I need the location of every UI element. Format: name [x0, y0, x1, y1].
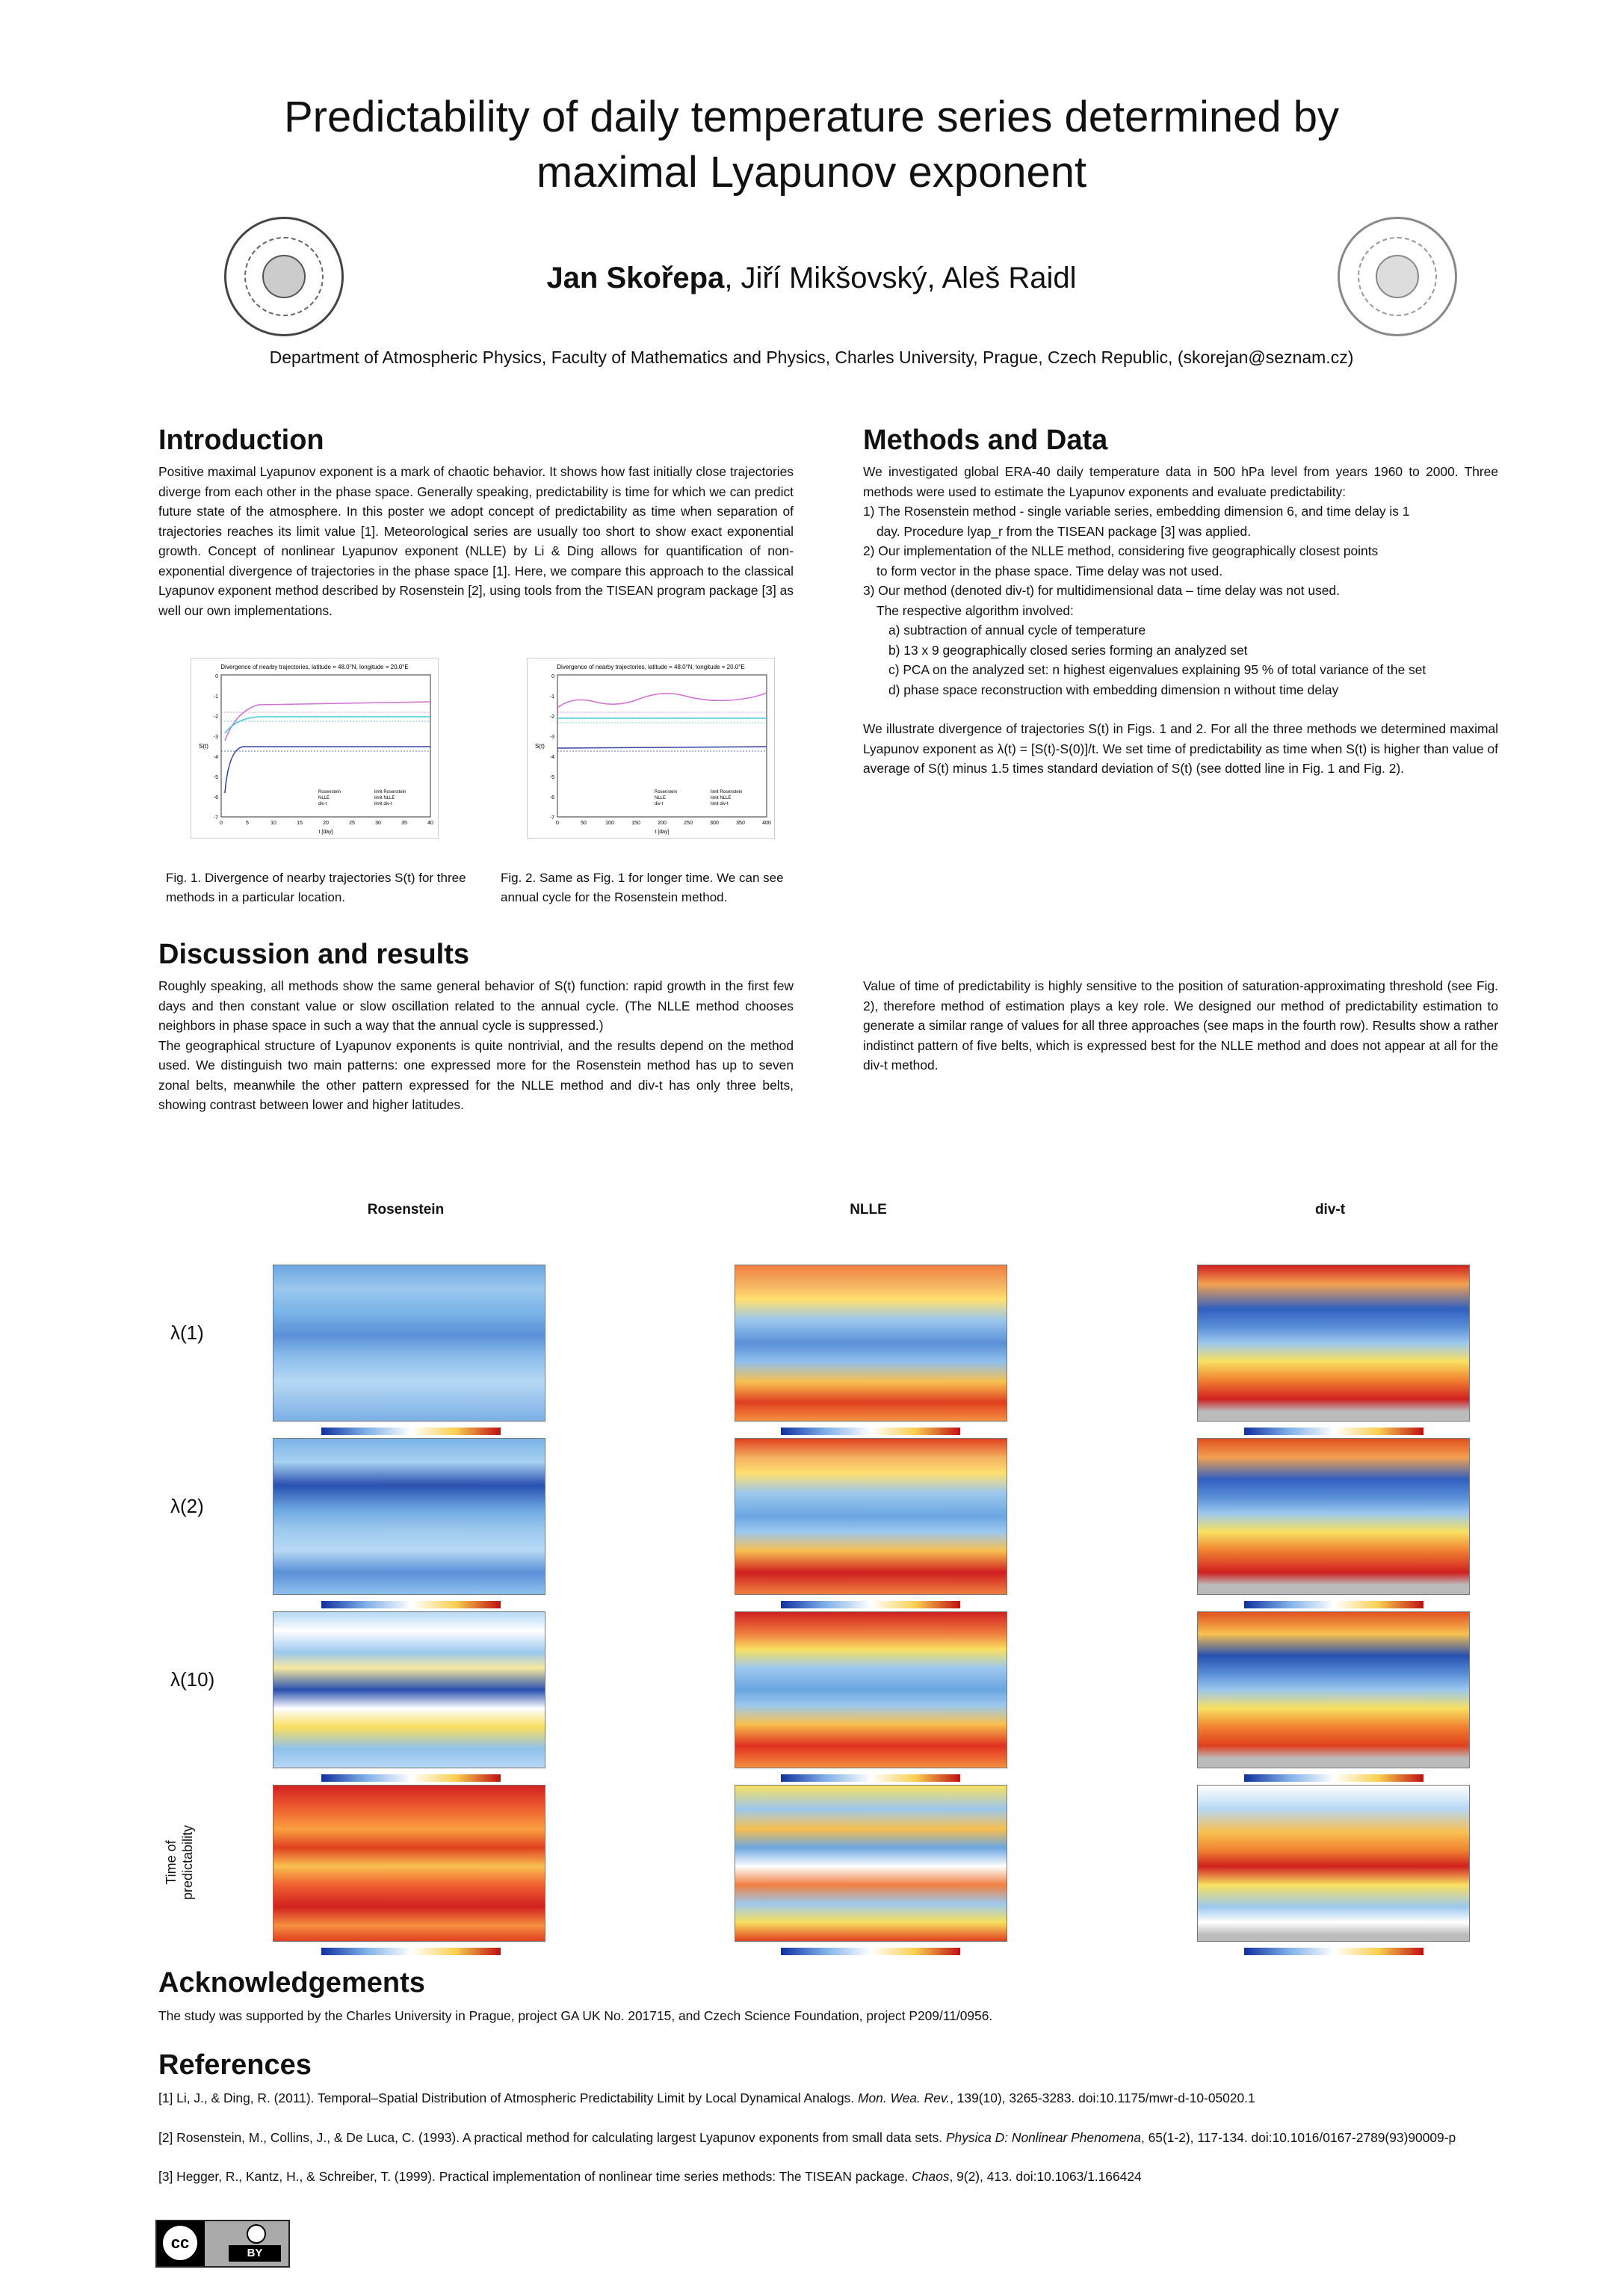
- acknowledgements-heading: Acknowledgements: [158, 1967, 425, 1999]
- svg-text:15: 15: [297, 821, 303, 826]
- svg-text:0: 0: [215, 674, 218, 679]
- intro-heading: Introduction: [158, 425, 324, 456]
- co-authors: , Jiří Mikšovský, Aleš Raidl: [724, 262, 1077, 294]
- map-nlle-lambda1: [735, 1265, 1007, 1422]
- svg-text:-2: -2: [213, 715, 218, 720]
- svg-text:-2: -2: [549, 715, 554, 720]
- svg-text:-1: -1: [549, 694, 554, 700]
- svg-text:30: 30: [375, 821, 381, 826]
- svg-text:-1: -1: [213, 694, 218, 700]
- svg-text:-5: -5: [549, 775, 554, 780]
- svg-text:limit NLLE: limit NLLE: [374, 796, 395, 800]
- discussion-left: [158, 976, 794, 1115]
- svg-text:-6: -6: [213, 795, 218, 800]
- references-heading: References: [158, 2049, 312, 2081]
- colorbar-rosenstein-lambda1: [321, 1428, 501, 1435]
- svg-text:25: 25: [349, 821, 355, 826]
- svg-text:-4: -4: [549, 755, 554, 760]
- step-b: b) 13 x 9 geographically closed series forming an analyzed set: [888, 642, 1248, 658]
- svg-text:-4: -4: [213, 755, 218, 760]
- poster-title: [149, 90, 1474, 200]
- step-d: d) phase space reconstruction with embedding dimension n without time delay: [888, 682, 1339, 697]
- fig2-ylabel: S(t): [535, 743, 545, 750]
- fig1-yticks: [214, 674, 218, 821]
- map-nlle-predictability: [735, 1785, 1007, 1942]
- fig1-divt-line: [225, 747, 430, 793]
- map-rosenstein-lambda1: [273, 1265, 545, 1422]
- svg-text:NLLE: NLLE: [318, 796, 330, 800]
- map-rosenstein-predictability: [273, 1785, 545, 1942]
- intro-text: Positive maximal Lyapunov exponent is a mark of chaotic behavior. It shows how fast initially close trajectories diverge from each other in the phase space. Generally speaking, predictability is time for which we can predict future state of the atmosphere. In this poster we adopt concept of predictability as time when separation of trajectories reaches its limit value [1]. Meteorological series are usually too short to show exact exponential growth. Concept of nonlinear Lyapunov exponent (NLLE) by Li & Ding allows for quantification of non-exponential divergence of trajectories in the phase space [1]. Here, we compare this approach to the classical Lyapunov exponent method described by Rosenstein [2], using tools from the TISEAN program package [3] as well our own implementations.: [158, 464, 794, 618]
- colorbar-nlle-lambda1: [781, 1428, 960, 1435]
- figure-1: [191, 658, 439, 839]
- fig1-xticks: [220, 821, 433, 826]
- svg-text:limit Rosenstein: limit Rosenstein: [711, 790, 743, 794]
- colorbar-nlle-lambda10: [781, 1774, 960, 1782]
- map-rosenstein-lambda10: [273, 1611, 545, 1768]
- svg-text:150: 150: [631, 821, 640, 826]
- map-divt-predictability: [1197, 1785, 1470, 1942]
- svg-text:NLLE: NLLE: [655, 796, 667, 800]
- fig1-nlle-line: [225, 717, 430, 733]
- colorbar-rosenstein-lambda10: [321, 1774, 501, 1782]
- method-2b: to form vector in the phase space. Time delay was not used.: [877, 563, 1223, 578]
- svg-text:div-t: div-t: [318, 802, 327, 806]
- reference-3: [3] Hegger, R., Kantz, H., & Schreiber, T. (1999). Practical implementation of nonlinear time series methods: The TISEAN package. Chaos, 9(2), 413. doi:10.1063/1.166424: [158, 2169, 1142, 2184]
- colorbar-nlle-lambda2: [781, 1601, 960, 1608]
- colorbar-divt-lambda1: [1244, 1428, 1423, 1435]
- svg-text:100: 100: [605, 821, 614, 826]
- fig1-legend: [318, 790, 406, 806]
- reference-2: [2] Rosenstein, M., Collins, J., & De Luca, C. (1993). A practical method for calculating largest Lyapunov exponents from small data sets. Physica D: Nonlinear Phenomena, 65(1-2), 117-134. doi:10.1016/0167-2789(93)90009-p: [158, 2129, 1456, 2145]
- by-label: BY: [229, 2245, 281, 2262]
- svg-text:0: 0: [551, 674, 554, 679]
- map-divt-lambda2: [1197, 1438, 1470, 1595]
- authors: [299, 262, 1324, 295]
- svg-text:limit div-t: limit div-t: [711, 802, 729, 806]
- colorbar-rosenstein-lambda2: [321, 1601, 501, 1608]
- fig2-xticks: [556, 821, 771, 826]
- methods-text: [863, 462, 1498, 779]
- method-3b: The respective algorithm involved:: [877, 602, 1074, 618]
- column-rosenstein: Rosenstein: [367, 1202, 445, 1218]
- method-3a: 3) Our method (denoted div-t) for multidimensional data – time delay was not used.: [863, 583, 1340, 598]
- svg-text:250: 250: [684, 821, 693, 826]
- column-divt: div-t: [1314, 1202, 1346, 1218]
- svg-text:20: 20: [323, 821, 329, 826]
- map-rosenstein-lambda2: [273, 1438, 545, 1595]
- svg-text:Rosenstein: Rosenstein: [655, 790, 678, 794]
- methods-para2: We illustrate divergence of trajectories S(t) in Figs. 1 and 2. For all the three methods we determined maximal Lyapunov exponent as λ(t) = [S(t)-S(0)]/t. We set time of predictability as time when S(t) is higher than value of average of S(t) minus 1.5 times standard deviation of S(t) (see dotted line in Fig. 1 and Fig. 2).: [863, 721, 1498, 776]
- map-nlle-lambda2: [735, 1438, 1007, 1595]
- affiliation: Department of Atmospheric Physics, Faculty of Mathematics and Physics, Charles University, Prague, Czech Republic, (skorejan@seznam.cz): [269, 348, 1354, 367]
- method-1b: day. Procedure lyap_r from the TISEAN package [3] was applied.: [877, 523, 1252, 539]
- svg-text:35: 35: [401, 821, 407, 826]
- figure-1-caption: Fig. 1. Divergence of nearby trajectories S(t) for three methods in a particular location.: [166, 871, 466, 904]
- row-lambda-1: λ(1): [170, 1321, 204, 1344]
- attribution-icon: [247, 2224, 266, 2244]
- svg-text:350: 350: [736, 821, 745, 826]
- reference-1: [1] Li, J., & Ding, R. (2011). Temporal–Spatial Distribution of Atmospheric Predictability Limit by Local Dynamical Analogs. Mon. Wea. Rev., 139(10), 3265-3283. doi:10.1175/mwr-d-10-05020.1: [158, 2090, 1255, 2105]
- svg-text:-5: -5: [213, 775, 218, 780]
- svg-text:10: 10: [270, 821, 276, 826]
- fig2-legend: [655, 790, 742, 806]
- svg-text:5: 5: [246, 821, 249, 826]
- title-line-1: Predictability of daily temperature series determined by: [284, 93, 1339, 141]
- colorbar-divt-lambda2: [1244, 1601, 1423, 1608]
- svg-text:-3: -3: [213, 735, 218, 740]
- references-list: [158, 2088, 1518, 2206]
- fig1-rosenstein-line: [225, 702, 430, 741]
- discussion-heading: Discussion and results: [158, 939, 470, 970]
- colorbar-nlle-predictability: [781, 1948, 960, 1955]
- svg-text:200: 200: [658, 821, 667, 826]
- discussion-right: Value of time of predictability is highly sensitive to the position of saturation-approximating threshold (see Fig. 2), therefore method of estimation plays a key role. We designed our method of predictability estimation to generate a similar range of values for all three approaches (see maps in the fourth row). Results show a rather indistinct pattern of five belts, which is expressed best for the NLLE method and does not appear at all for the div-t method.: [863, 978, 1498, 1073]
- discussion-left-2: The geographical structure of Lyapunov exponents is quite nontrivial, and the results depend on the method used. We distinguish two main patterns: one expressed more for the Rosenstein method has up to seven zonal belts, meanwhile the other pattern expressed for the NLLE method and div-t has only three belts, showing contrast between lower and higher latitudes.: [158, 1037, 794, 1112]
- method-2a: 2) Our implementation of the NLLE method, considering five geographically closest points: [863, 543, 1379, 558]
- fig2-rosenstein-line: [557, 693, 767, 708]
- svg-text:0: 0: [556, 821, 559, 826]
- svg-text:-6: -6: [549, 795, 554, 800]
- method-1a: 1) The Rosenstein method - single variable series, embedding dimension 6, and time delay is 1: [863, 504, 1410, 519]
- map-divt-lambda10: [1197, 1611, 1470, 1768]
- row-time-of-predictability: Time of predictability: [164, 1824, 195, 1901]
- svg-text:Rosenstein: Rosenstein: [318, 790, 341, 794]
- figure-2: [527, 658, 775, 839]
- svg-text:limit NLLE: limit NLLE: [711, 796, 732, 800]
- fig2-title: Divergence of nearby trajectories, latitude = 48.0°N, longitude = 20.0°E: [557, 664, 745, 670]
- main-author: Jan Skořepa: [546, 262, 725, 294]
- column-nlle: NLLE: [850, 1202, 887, 1218]
- fig1-xlabel: t [day]: [318, 830, 333, 835]
- svg-text:-3: -3: [549, 735, 554, 740]
- step-a: a) subtraction of annual cycle of temperature: [888, 623, 1146, 638]
- fig2-divt-line: [557, 747, 767, 748]
- map-nlle-lambda10: [735, 1611, 1007, 1768]
- colorbar-divt-predictability: [1244, 1948, 1423, 1955]
- step-c: c) PCA on the analyzed set: n highest eigenvalues explaining 95 % of total variance of the set: [888, 662, 1426, 677]
- svg-text:div-t: div-t: [655, 802, 664, 806]
- svg-text:40: 40: [427, 821, 433, 826]
- svg-text:limit div-t: limit div-t: [374, 802, 392, 806]
- title-line-2: maximal Lyapunov exponent: [536, 148, 1087, 197]
- cc-icon: cc: [163, 2226, 197, 2260]
- figure-2-caption: Fig. 2. Same as Fig. 1 for longer time. We can see annual cycle for the Rosenstein method.: [501, 871, 784, 904]
- svg-text:400: 400: [762, 821, 771, 826]
- colorbar-divt-lambda10: [1244, 1774, 1423, 1782]
- colorbar-rosenstein-predictability: [321, 1948, 501, 1955]
- row-lambda-10: λ(10): [170, 1668, 215, 1691]
- row-lambda-2: λ(2): [170, 1495, 204, 1517]
- fig2-xlabel: t [day]: [655, 830, 670, 835]
- acknowledgements-text: The study was supported by the Charles University in Prague, project GA UK No. 201715, and Czech Science Foundation, project P209/11/0956.: [158, 2008, 993, 2023]
- fig2-yticks: [550, 674, 554, 821]
- methods-intro: We investigated global ERA-40 daily temperature data in 500 hPa level from years 1960 to 2000. Three methods were used to estimate the Lyapunov exponents and evaluate predictability:: [863, 464, 1498, 499]
- svg-text:300: 300: [710, 821, 719, 826]
- svg-text:50: 50: [581, 821, 587, 826]
- svg-text:limit Rosenstein: limit Rosenstein: [374, 790, 406, 794]
- map-divt-lambda1: [1197, 1265, 1470, 1422]
- discussion-left-1: Roughly speaking, all methods show the same general behavior of S(t) function: rapid growth in the first few days and then constant value or slow oscillation related to the annual cycle. (The NLLE method chooses neighbors in phase space in such a way that the annual cycle is suppressed.): [158, 978, 794, 1033]
- svg-text:-7: -7: [549, 815, 554, 821]
- cc-by-license-badge: [155, 2220, 290, 2268]
- methods-heading: Methods and Data: [863, 425, 1108, 456]
- svg-text:0: 0: [220, 821, 223, 826]
- svg-text:-7: -7: [213, 815, 218, 821]
- faculty-seal-right: [1338, 217, 1457, 336]
- fig1-ylabel: S(t): [199, 743, 208, 750]
- fig1-title: Divergence of nearby trajectories, latitude = 48.0°N, longitude = 20.0°E: [220, 664, 409, 670]
